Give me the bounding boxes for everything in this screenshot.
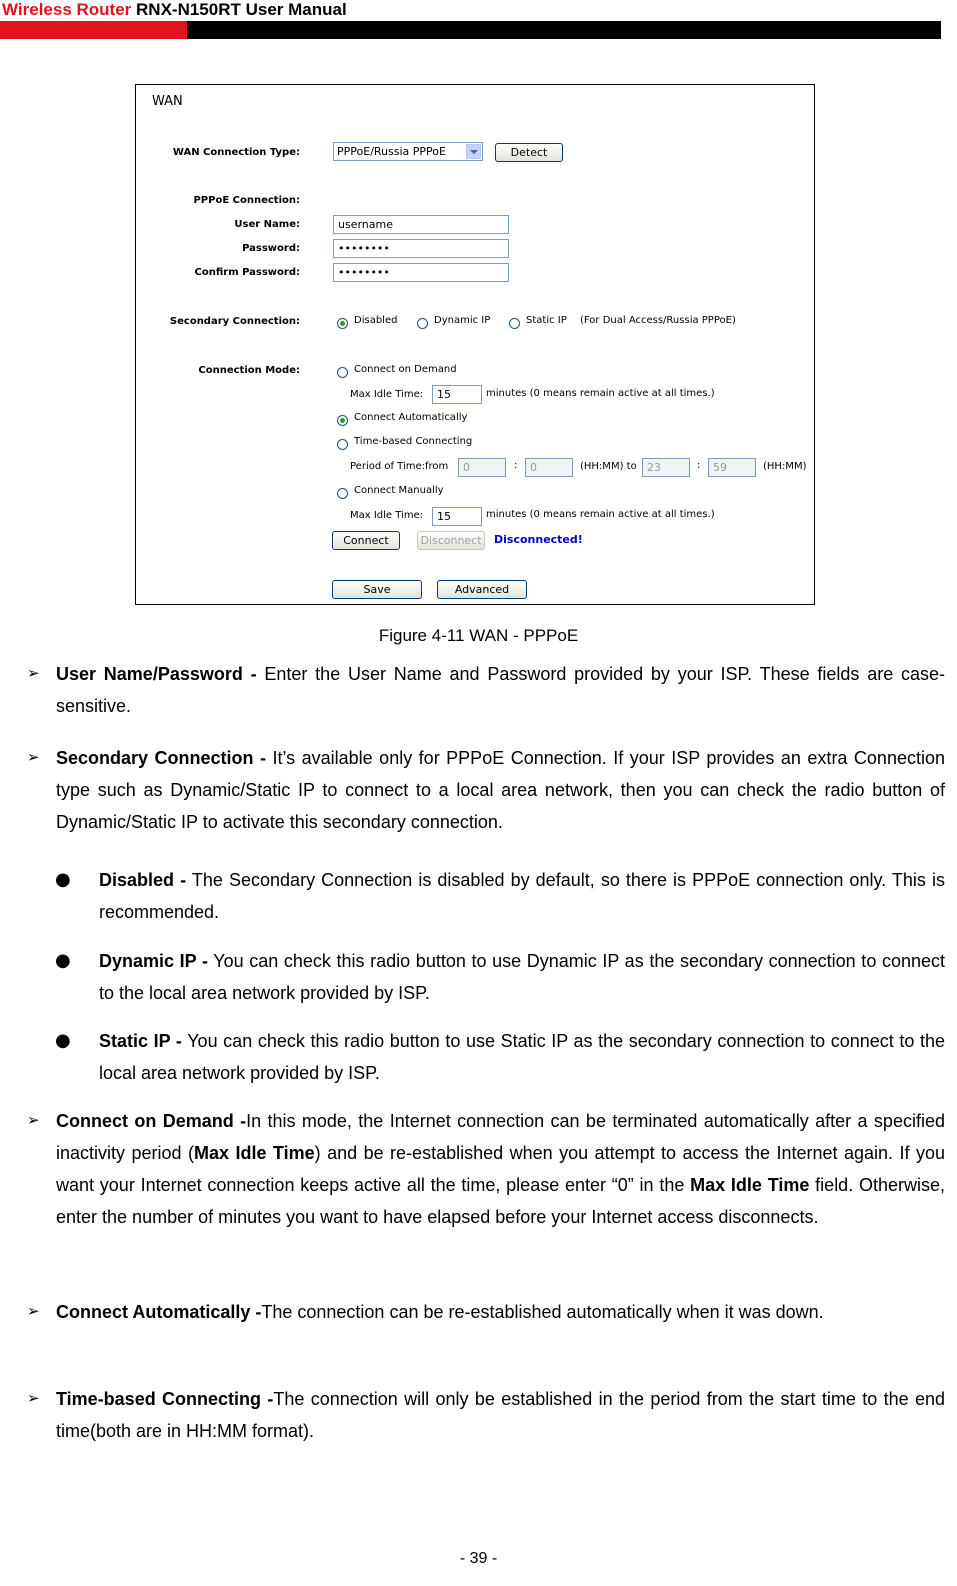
conn-type-label: WAN Connection Type: (172, 147, 300, 158)
para-on-demand-text-e: field. Otherwise, enter the number of minutes you want to have elapsed before your Internet access disconnects. (56, 1175, 945, 1227)
para-on-demand-bold-b: Max Idle Time (193, 1143, 315, 1163)
sub-disabled (99, 864, 945, 928)
para-user-password (56, 658, 945, 722)
connection-status: Disconnected! (494, 533, 583, 546)
header-bar-red (0, 21, 187, 39)
para-secondary-connection (56, 742, 945, 838)
sub-static-text: You can check this radio button to use Static IP as the secondary connection to connect to the local area network provided by ISP. (99, 1031, 945, 1083)
sec-disabled-label: Disabled (354, 315, 398, 326)
arrow-bullet-icon: ➢ (27, 1111, 40, 1129)
sub-dynamic-text: You can check this radio button to use Dynamic IP as the secondary connection to connect to the local area network provided by ISP. (99, 951, 945, 1003)
sub-disabled-term: Disabled - (99, 870, 187, 890)
header-title (2, 0, 347, 20)
to-hh-input[interactable]: 23 (642, 458, 690, 477)
hhmm-label: (HH:MM) (763, 461, 807, 472)
header-bar-black (187, 21, 941, 39)
sub-dynamic-term: Dynamic IP - (99, 951, 208, 971)
secondary-connection-label: Secondary Connection: (169, 316, 300, 327)
para-on-demand-bold-d: Max Idle Time (690, 1175, 810, 1195)
auto-label: Connect Automatically (354, 412, 468, 423)
max-idle-note-1: minutes (0 means remain active at all times.) (486, 388, 715, 399)
sub-static-term: Static IP - (99, 1031, 182, 1051)
save-button[interactable]: Save (332, 580, 422, 599)
password-label: Password: (242, 243, 300, 254)
max-idle-note-2: minutes (0 means remain active at all times.) (486, 509, 715, 520)
para-on-demand-term: Connect on Demand - (56, 1111, 247, 1131)
para-time-based (56, 1383, 945, 1447)
password-input[interactable]: •••••••• (333, 239, 509, 258)
para-user-password-term: User Name/Password - (56, 664, 257, 684)
para-on-demand-text-c: ) and be re-established when you attempt to access the Internet again. If you want your Internet connection keeps active all the time, please enter “0” in the (56, 1143, 945, 1195)
para-time-based-text: The connection will only be established in the period from the start time to the end time(both are in HH:MM format). (56, 1389, 945, 1441)
confirm-password-label: Confirm Password: (194, 267, 300, 278)
arrow-bullet-icon: ➢ (27, 1389, 40, 1407)
username-label: User Name: (234, 219, 300, 230)
radio-time-based[interactable] (337, 439, 348, 450)
radio-sec-dynamic[interactable] (417, 318, 428, 329)
dot-bullet-icon: ● (55, 950, 71, 971)
radio-auto[interactable] (337, 415, 348, 426)
hhmm-to-label: (HH:MM) to (580, 461, 637, 472)
sec-static-label: Static IP (526, 315, 567, 326)
page-header (0, 0, 957, 40)
para-on-demand-text-a: In this mode, the Internet connection can be terminated automatically after a specified inactivity period ( (56, 1111, 945, 1163)
max-idle-label-2: Max Idle Time: (350, 510, 424, 521)
para-user-password-text: Enter the User Name and Password provided by your ISP. These fields are case-sensitive. (56, 664, 945, 716)
connection-mode-label: Connection Mode: (198, 365, 300, 376)
pppoe-connection-label: PPPoE Connection: (193, 195, 300, 206)
max-idle-input-1[interactable]: 15 (432, 385, 482, 404)
max-idle-label-1: Max Idle Time: (350, 389, 424, 400)
colon-1: : (514, 460, 518, 471)
para-secondary-term: Secondary Connection - (56, 748, 266, 768)
wan-figure (135, 84, 815, 605)
arrow-bullet-icon: ➢ (27, 748, 40, 766)
sub-disabled-text: The Secondary Connection is disabled by default, so there is PPPoE connection only. This is recommended. (99, 870, 945, 922)
sec-dynamic-label: Dynamic IP (434, 315, 491, 326)
confirm-password-input[interactable]: •••••••• (333, 263, 509, 282)
header-manual-title: RNX-N150RT User Manual (136, 0, 347, 19)
dot-bullet-icon: ● (55, 1030, 71, 1051)
max-idle-input-2[interactable]: 15 (432, 507, 482, 526)
dot-bullet-icon: ● (55, 869, 71, 890)
connect-button[interactable]: Connect (332, 531, 400, 550)
sub-dynamic-ip (99, 945, 945, 1009)
username-input[interactable]: username (333, 215, 509, 234)
conn-type-select[interactable] (333, 142, 483, 161)
radio-on-demand[interactable] (337, 367, 348, 378)
para-auto-text: The connection can be re-established automatically when it was down. (261, 1302, 824, 1322)
arrow-bullet-icon: ➢ (27, 664, 40, 682)
para-auto-term: Connect Automatically - (56, 1302, 262, 1322)
radio-sec-disabled[interactable] (337, 318, 348, 329)
period-label: Period of Time:from (350, 461, 449, 472)
advanced-button[interactable]: Advanced (437, 580, 527, 599)
figure-caption: Figure 4-11 WAN - PPPoE (378, 626, 579, 645)
radio-manual[interactable] (337, 488, 348, 499)
arrow-bullet-icon: ➢ (27, 1302, 40, 1320)
colon-2: : (697, 460, 701, 471)
sub-static-ip (99, 1025, 945, 1089)
para-connect-on-demand (56, 1105, 945, 1233)
from-hh-input[interactable]: 0 (458, 458, 506, 477)
wan-title: WAN (152, 94, 183, 109)
para-time-based-term: Time-based Connecting - (56, 1389, 274, 1409)
on-demand-label: Connect on Demand (354, 364, 457, 375)
disconnect-button[interactable]: Disconnect (417, 531, 485, 550)
from-mm-input[interactable]: 0 (525, 458, 573, 477)
chevron-down-icon (466, 144, 481, 159)
detect-button[interactable]: Detect (495, 143, 563, 162)
page-number: - 39 - (459, 1550, 498, 1567)
manual-label: Connect Manually (354, 485, 444, 496)
para-secondary-text: It’s available only for PPPoE Connection. If your ISP provides an extra Connection type such as Dynamic/Static IP to connect to a local area network, then you can check the radio button of Dynamic/Static IP to activate this secondary connection. (56, 748, 945, 832)
para-connect-automatically (56, 1296, 945, 1328)
sec-note: (For Dual Access/Russia PPPoE) (580, 315, 736, 326)
time-based-label: Time-based Connecting (354, 436, 473, 447)
to-mm-input[interactable]: 59 (708, 458, 756, 477)
conn-type-value: PPPoE/Russia PPPoE (337, 145, 446, 158)
radio-sec-static[interactable] (509, 318, 520, 329)
header-brand: Wireless Router (2, 0, 132, 19)
